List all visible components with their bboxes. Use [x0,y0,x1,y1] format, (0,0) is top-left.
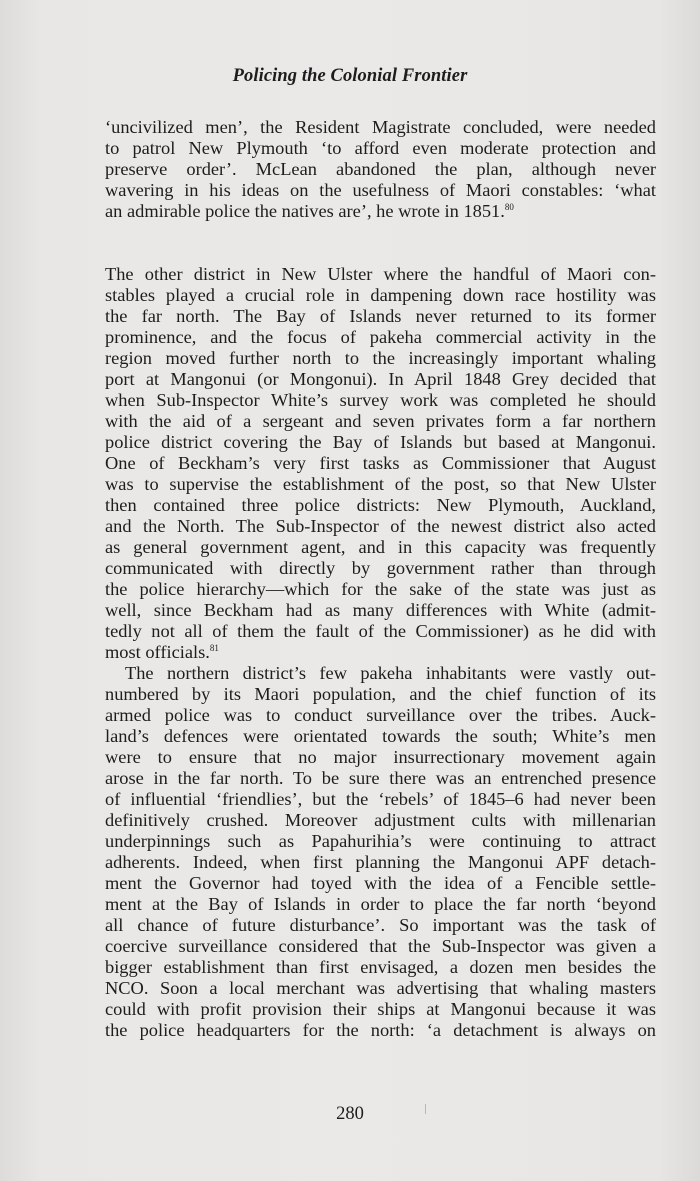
text-line: underpinnings such as Papahurihia’s were continuing to attract [105,831,656,851]
text-line: police district covering the Bay of Islands but based at Mangonui. [105,432,656,452]
text-line: could with profit provision their ships at Mangonui because it was [105,999,656,1019]
text-line: preserve order’. McLean abandoned the plan, although never [105,159,656,179]
text-line: ‘uncivilized men’, the Resident Magistrate concluded, were needed [105,117,656,137]
text-line: prominence, and the focus of pakeha commercial activity in the [105,327,656,347]
text-line: port at Mangonui (or Mongonui). In April 1848 Grey decided that [105,369,656,389]
text-line: definitively crushed. Moreover adjustment cults with millenarian [105,810,656,830]
paragraph-1 [105,117,656,222]
text-line: bigger establishment than first envisaged, a dozen men besides the [105,957,656,977]
text-line: then contained three police districts: New Plymouth, Auckland, [105,495,656,515]
text-line: all chance of future disturbance’. So important was the task of [105,915,656,935]
page-number: 280 [336,1104,364,1124]
text-line-first: The northern district’s few pakeha inhabitants were vastly out- [125,663,656,683]
text-line: adherents. Indeed, when first planning the Mangonui APF detach- [105,852,656,872]
text-line: ment at the Bay of Islands in order to place the far north ‘beyond [105,894,656,914]
text-line: when Sub-Inspector White’s survey work was completed he should [105,390,656,410]
text-line: of influential ‘friendlies’, but the ‘rebels’ of 1845–6 had never been [105,789,656,809]
footnote-ref-81: 81 [209,643,219,653]
text-line: to patrol New Plymouth ‘to afford even moderate protection and [105,138,656,158]
text-line-last [105,201,656,222]
text-line: with the aid of a sergeant and seven privates form a far northern [105,411,656,431]
footnote-ref-80: 80 [504,202,514,212]
text-line-content: an admirable police the natives are’, he wrote in 1851. [105,201,505,221]
running-head: Policing the Colonial Frontier [232,66,468,86]
text-line: as general government agent, and in this capacity was frequently [105,537,656,557]
text-line: tedly not all of them the fault of the Commissioner) as he did with [105,621,656,641]
text-line: NCO. Soon a local merchant was advertising that whaling masters [105,978,656,998]
text-line: communicated with directly by government rather than through [105,558,656,578]
paragraph-2 [105,264,656,663]
text-line-last [105,642,656,663]
text-line: and the North. The Sub-Inspector of the newest district also acted [105,516,656,536]
text-line: region moved further north to the increasingly important whaling [105,348,656,368]
text-line: land’s defences were orientated towards the south; White’s men [105,726,656,746]
text-line-content: most officials. [105,642,210,662]
text-line: the police headquarters for the north: ‘a detachment is always on [105,1020,656,1040]
text-line: coercive surveillance considered that the Sub-Inspector was given a [105,936,656,956]
text-line: One of Beckham’s very first tasks as Commissioner that August [105,453,656,473]
text-line: ment the Governor had toyed with the idea of a Fencible settle- [105,873,656,893]
text-line: numbered by its Maori population, and the chief function of its [105,684,656,704]
text-line: was to supervise the establishment of the post, so that New Ulster [105,474,656,494]
text-line: The other district in New Ulster where the handful of Maori con- [105,264,656,284]
scan-mark [425,1104,426,1114]
text-line: were to ensure that no major insurrectionary movement again [105,747,656,767]
text-line: the far north. The Bay of Islands never returned to its former [105,306,656,326]
text-line: armed police was to conduct surveillance over the tribes. Auck- [105,705,656,725]
text-line: wavering in his ideas on the usefulness of Maori constables: ‘what [105,180,656,200]
paragraph-3 [105,663,656,1041]
text-line: stables played a crucial role in dampening down race hostility was [105,285,656,305]
text-line: well, since Beckham had as many differences with White (admit- [105,600,656,620]
text-line: arose in the far north. To be sure there was an entrenched presence [105,768,656,788]
text-line: the police hierarchy—which for the sake of the state was just as [105,579,656,599]
